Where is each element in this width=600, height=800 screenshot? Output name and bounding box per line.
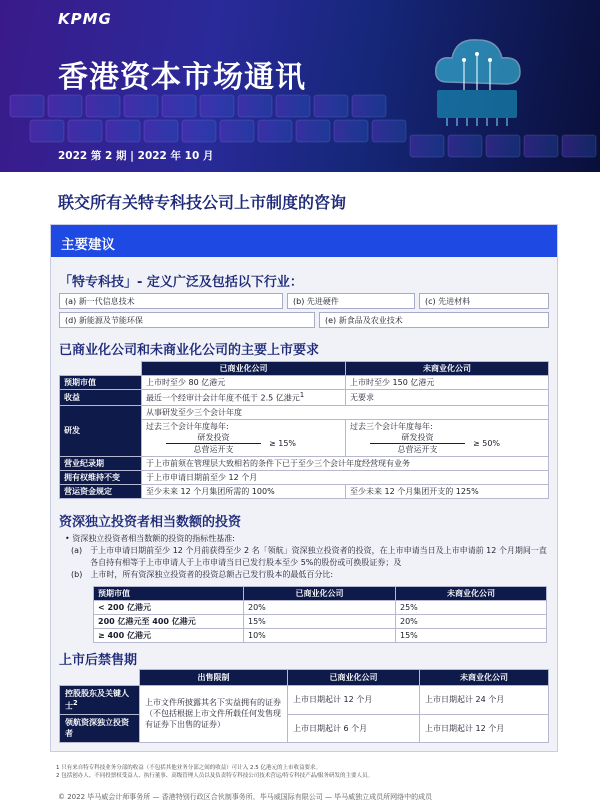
row-label [60,686,140,715]
rd-threshold: ≥ 15% [269,438,297,448]
article-title: 联交所有关特专科技公司上市制度的咨询 [58,193,347,212]
rd-denominator: 总营运开支 [193,444,234,454]
row-label: 预期市值 [60,376,142,390]
tech-areas [59,293,549,331]
table-cell [142,390,346,406]
column-header: 未商业化公司 [420,670,549,686]
issue-date: 2022 第 2 期 | 2022 年 10 月 [58,150,214,162]
table-cell: 上市日期起计 12 个月 [420,714,549,742]
rd-ratio [350,432,544,455]
table-row [94,615,547,629]
row-label: 领航资深独立投资者 [60,714,140,742]
lockup-table [59,669,549,743]
table-cell: 上市时至少 80 亿港元 [142,376,346,390]
key-proposals-panel [50,224,558,752]
table-row [60,686,549,715]
table-cell: 上市文件所披露其名下实益拥有的证券（不包括根据上市文件所载任何发售现有证券下出售的证券） [140,686,288,743]
column-header: 未商业化公司 [346,362,549,376]
area-item: (c) 先进材料 [419,293,549,309]
row-label-text: 控股股东及关键人士 [65,689,129,711]
area-item: (a) 新一代信息技术 [59,293,283,309]
kpmg-logo: KPMG [58,10,112,28]
table-cell: 上市日期起计 24 个月 [420,686,549,715]
row-label: 营运资金规定 [60,484,142,498]
list-marker: (b) [71,570,83,579]
row-label: 拥有权维持不变 [60,470,142,484]
table-cell: 上市日期起计 12 个月 [288,686,420,715]
rd-numerator: 研发投资 [197,432,230,442]
rd-denominator: 总营运开支 [397,444,438,454]
area-item: (e) 新食品及农业技术 [319,312,549,328]
column-header: 已商业化公司 [244,587,396,601]
table-row [94,629,547,643]
table-cell: 15% [396,629,547,643]
column-header: 未商业化公司 [396,587,547,601]
column-header: 预期市值 [94,587,244,601]
column-header: 已商业化公司 [142,362,346,376]
list-item: • 资深独立投资者相当数额的投资的指标性基准: [65,534,235,543]
copyright: © 2022 毕马威会计师事务所 — 香港特别行政区合伙制事务所，毕马威国际有限公司 — 毕马威独立成员所网络中的成员 [58,793,433,800]
investor-criteria [65,533,549,581]
table-cell: 上市时至少 150 亿港元 [346,376,549,390]
table-cell: 于上市申请日期前至少 12 个月 [142,470,549,484]
cloud-chip-icon [412,20,542,130]
table-cell: 至少未来 12 个月集团开支的 125% [346,484,549,498]
list-text: 于上市申请日期前至少 12 个月前获得至少 2 名「领航」资深独立投资者的投资，在上市申请当日及上市申请前 12 个月期间一直各自持有相等于上市申请人于上市申请当日已发行股本至少 5%的股份或可换股证券；及 [90,546,547,567]
table-cell: 20% [396,615,547,629]
rd-threshold: ≥ 50% [473,438,501,448]
lockup-heading: 上市后禁售期 [59,653,138,668]
list-text: 上市时，所有资深独立投资者的投资总额占已发行股本的最低百分比: [90,570,334,579]
row-label: 营业纪录期 [60,456,142,470]
table-cell: ≥ 400 亿港元 [94,629,244,643]
table-row [94,601,547,615]
bullet-text: 资深独立投资者相当数额的投资的指标性基准: [72,534,235,543]
area-item: (b) 先进硬件 [287,293,415,309]
rd-ratio-cell [142,419,346,456]
table-cell: 15% [244,615,396,629]
tech-definition-heading: 「特专科技」- 定义广泛及包括以下行业： [59,275,303,290]
revenue-text: 最近一个经审计会计年度不低于 2.5 亿港元 [146,393,300,403]
table-cell: 于上市前须在管理层大致相若的条件下已于至少三个会计年度经营现有业务 [142,456,549,470]
rd-ratio [146,432,341,455]
investor-heading: 资深独立投资者相当数额的投资 [59,515,242,530]
row-label: 研发 [60,405,142,456]
footnote-mark: 2 [73,699,78,707]
column-header: 已商业化公司 [288,670,420,686]
footnote: 1 只有来自特专科技业务分部的收益（不包括其他业务分部之间的收益）可计入 2.5 亿港元的上市收益要求。 [56,765,321,771]
row-label: 收益 [60,390,142,406]
newsletter-title: 香港资本市场通讯 [58,60,306,95]
area-item: (d) 新能源及节能环保 [59,312,315,328]
table-cell: 25% [396,601,547,615]
listing-requirements-heading: 已商业化公司和未商业化公司的主要上市要求 [59,343,320,358]
listing-requirements-table [59,361,549,499]
investment-threshold-table [93,586,547,643]
rd-ratio-cell [346,419,549,456]
panel-header: 主要建议 [51,225,557,257]
rd-numerator: 研发投资 [401,432,434,442]
table-cell: < 200 亿港元 [94,601,244,615]
rd-each-year: 过去三个会计年度每年: [350,421,433,431]
table-cell: 20% [244,601,396,615]
list-item [71,545,549,569]
banner [0,0,600,172]
column-header: 出售限制 [140,670,288,686]
table-cell: 从事研发至少三个会计年度 [142,405,549,419]
list-marker: (a) [71,546,83,555]
footnote-mark: 1 [299,391,305,399]
list-item [71,569,549,581]
footnote: 2 包括创办人、不同投票权受益人、执行董事、高级管理人员以及负责特专科技公司技术营运/特专科技产品/服务研发的主要人员。 [56,773,373,779]
table-row [60,714,549,742]
table-cell: 上市日期起计 6 个月 [288,714,420,742]
rd-each-year: 过去三个会计年度每年: [146,421,229,431]
table-cell: 至少未来 12 个月集团所需的 100% [142,484,346,498]
footnotes [56,764,556,780]
table-cell: 10% [244,629,396,643]
table-cell: 无要求 [346,390,549,406]
table-cell: 200 亿港元至 400 亿港元 [94,615,244,629]
